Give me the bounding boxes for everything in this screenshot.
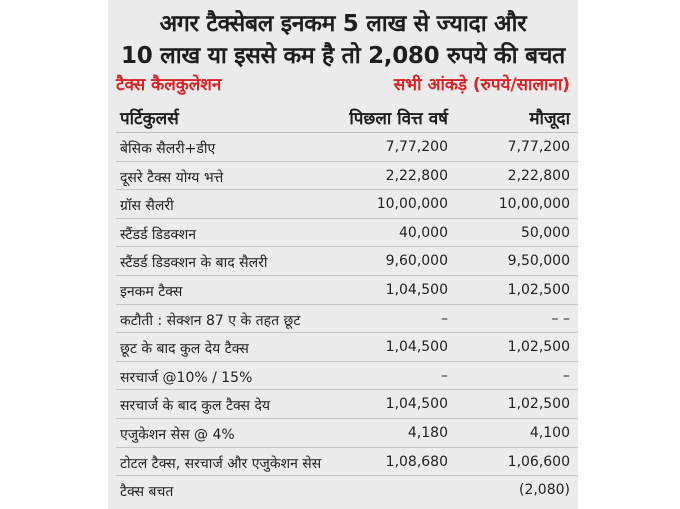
- table-row: [116, 333, 578, 362]
- row-current-value: 10,00,000: [498, 196, 570, 213]
- row-label: ग्रॉस सैलरी: [120, 198, 174, 215]
- row-previous-value: 1,04,500: [385, 339, 448, 356]
- table-row: [116, 162, 578, 191]
- row-previous-value: –: [441, 367, 448, 384]
- row-current-value: –: [563, 367, 570, 384]
- row-previous-value: 40,000: [399, 224, 448, 241]
- row-previous-value: –: [441, 310, 448, 327]
- row-current-value: 1,02,500: [507, 396, 570, 413]
- table-row: [116, 362, 578, 391]
- row-label: टैक्स बचत: [120, 484, 174, 501]
- row-label: इनकम टैक्स: [120, 283, 183, 300]
- row-label: स्टैंडर्ड डिडक्शन के बाद सैलरी: [120, 255, 268, 272]
- row-label: कटौती : सेक्शन 87 ए के तहत छूट: [120, 312, 301, 329]
- headline-line-2: 10 लाख या इससे कम है तो 2,080 रुपये की बचत: [120, 43, 565, 69]
- table-body: [116, 133, 578, 504]
- row-label: एजुकेशन सेस @ 4%: [120, 426, 235, 443]
- row-label: छूट के बाद कुल देय टैक्स: [120, 341, 249, 358]
- row-label: सरचार्ज @10% / 15%: [120, 369, 253, 386]
- row-previous-value: 4,180: [407, 424, 448, 441]
- row-current-value: 9,50,000: [507, 253, 570, 270]
- table-row: [116, 448, 578, 477]
- table-row: [116, 276, 578, 305]
- tax-table: [116, 102, 578, 504]
- row-current-value: 1,02,500: [507, 339, 570, 356]
- table-row: [116, 390, 578, 419]
- row-label: सरचार्ज के बाद कुल टैक्स देय: [120, 398, 271, 415]
- table-row: [116, 190, 578, 219]
- subheading-tax-calculation: टैक्स कैलकुलेशन: [116, 75, 222, 95]
- header-previous-year: पिछला वित्त वर्ष: [349, 109, 448, 129]
- row-label: दूसरे टैक्स योग्य भत्ते: [120, 169, 224, 186]
- table-row: [116, 419, 578, 448]
- row-current-value: 4,100: [529, 424, 570, 441]
- header-current: मौजूदा: [529, 109, 570, 129]
- row-previous-value: 2,22,800: [385, 167, 448, 184]
- infographic-card: [108, 0, 578, 509]
- header-particulars: पर्टिकुलर्स: [120, 109, 179, 129]
- row-current-value: (2,080): [518, 482, 570, 499]
- row-previous-value: 9,60,000: [385, 253, 448, 270]
- row-current-value: 1,02,500: [507, 281, 570, 298]
- table-header: [116, 102, 578, 133]
- row-previous-value: 1,04,500: [385, 281, 448, 298]
- row-current-value: 2,22,800: [507, 167, 570, 184]
- table-row: [116, 247, 578, 276]
- row-previous-value: 1,04,500: [385, 396, 448, 413]
- row-previous-value: 10,00,000: [376, 196, 448, 213]
- table-row: [116, 133, 578, 162]
- row-current-value: 50,000: [521, 224, 570, 241]
- table-row: [116, 219, 578, 248]
- row-previous-value: 7,77,200: [385, 139, 448, 155]
- row-label: टोटल टैक्स, सरचार्ज और एजुकेशन सेस: [120, 455, 322, 472]
- subheading-units-note: सभी आंकड़े (रुपये/सालाना): [393, 75, 570, 95]
- headline-line-1: अगर टैक्सेबल इनकम 5 लाख से ज्यादा और: [159, 11, 527, 37]
- row-previous-value: 1,08,680: [385, 453, 448, 470]
- table-row: [116, 476, 578, 504]
- table-row: [116, 305, 578, 334]
- row-label: बेसिक सैलरी+डीए: [120, 141, 216, 157]
- row-label: स्टैंडर्ड डिडक्शन: [120, 226, 196, 243]
- row-current-value: 1,06,600: [507, 453, 570, 470]
- row-current-value: – –: [551, 310, 570, 327]
- row-current-value: 7,77,200: [507, 139, 570, 155]
